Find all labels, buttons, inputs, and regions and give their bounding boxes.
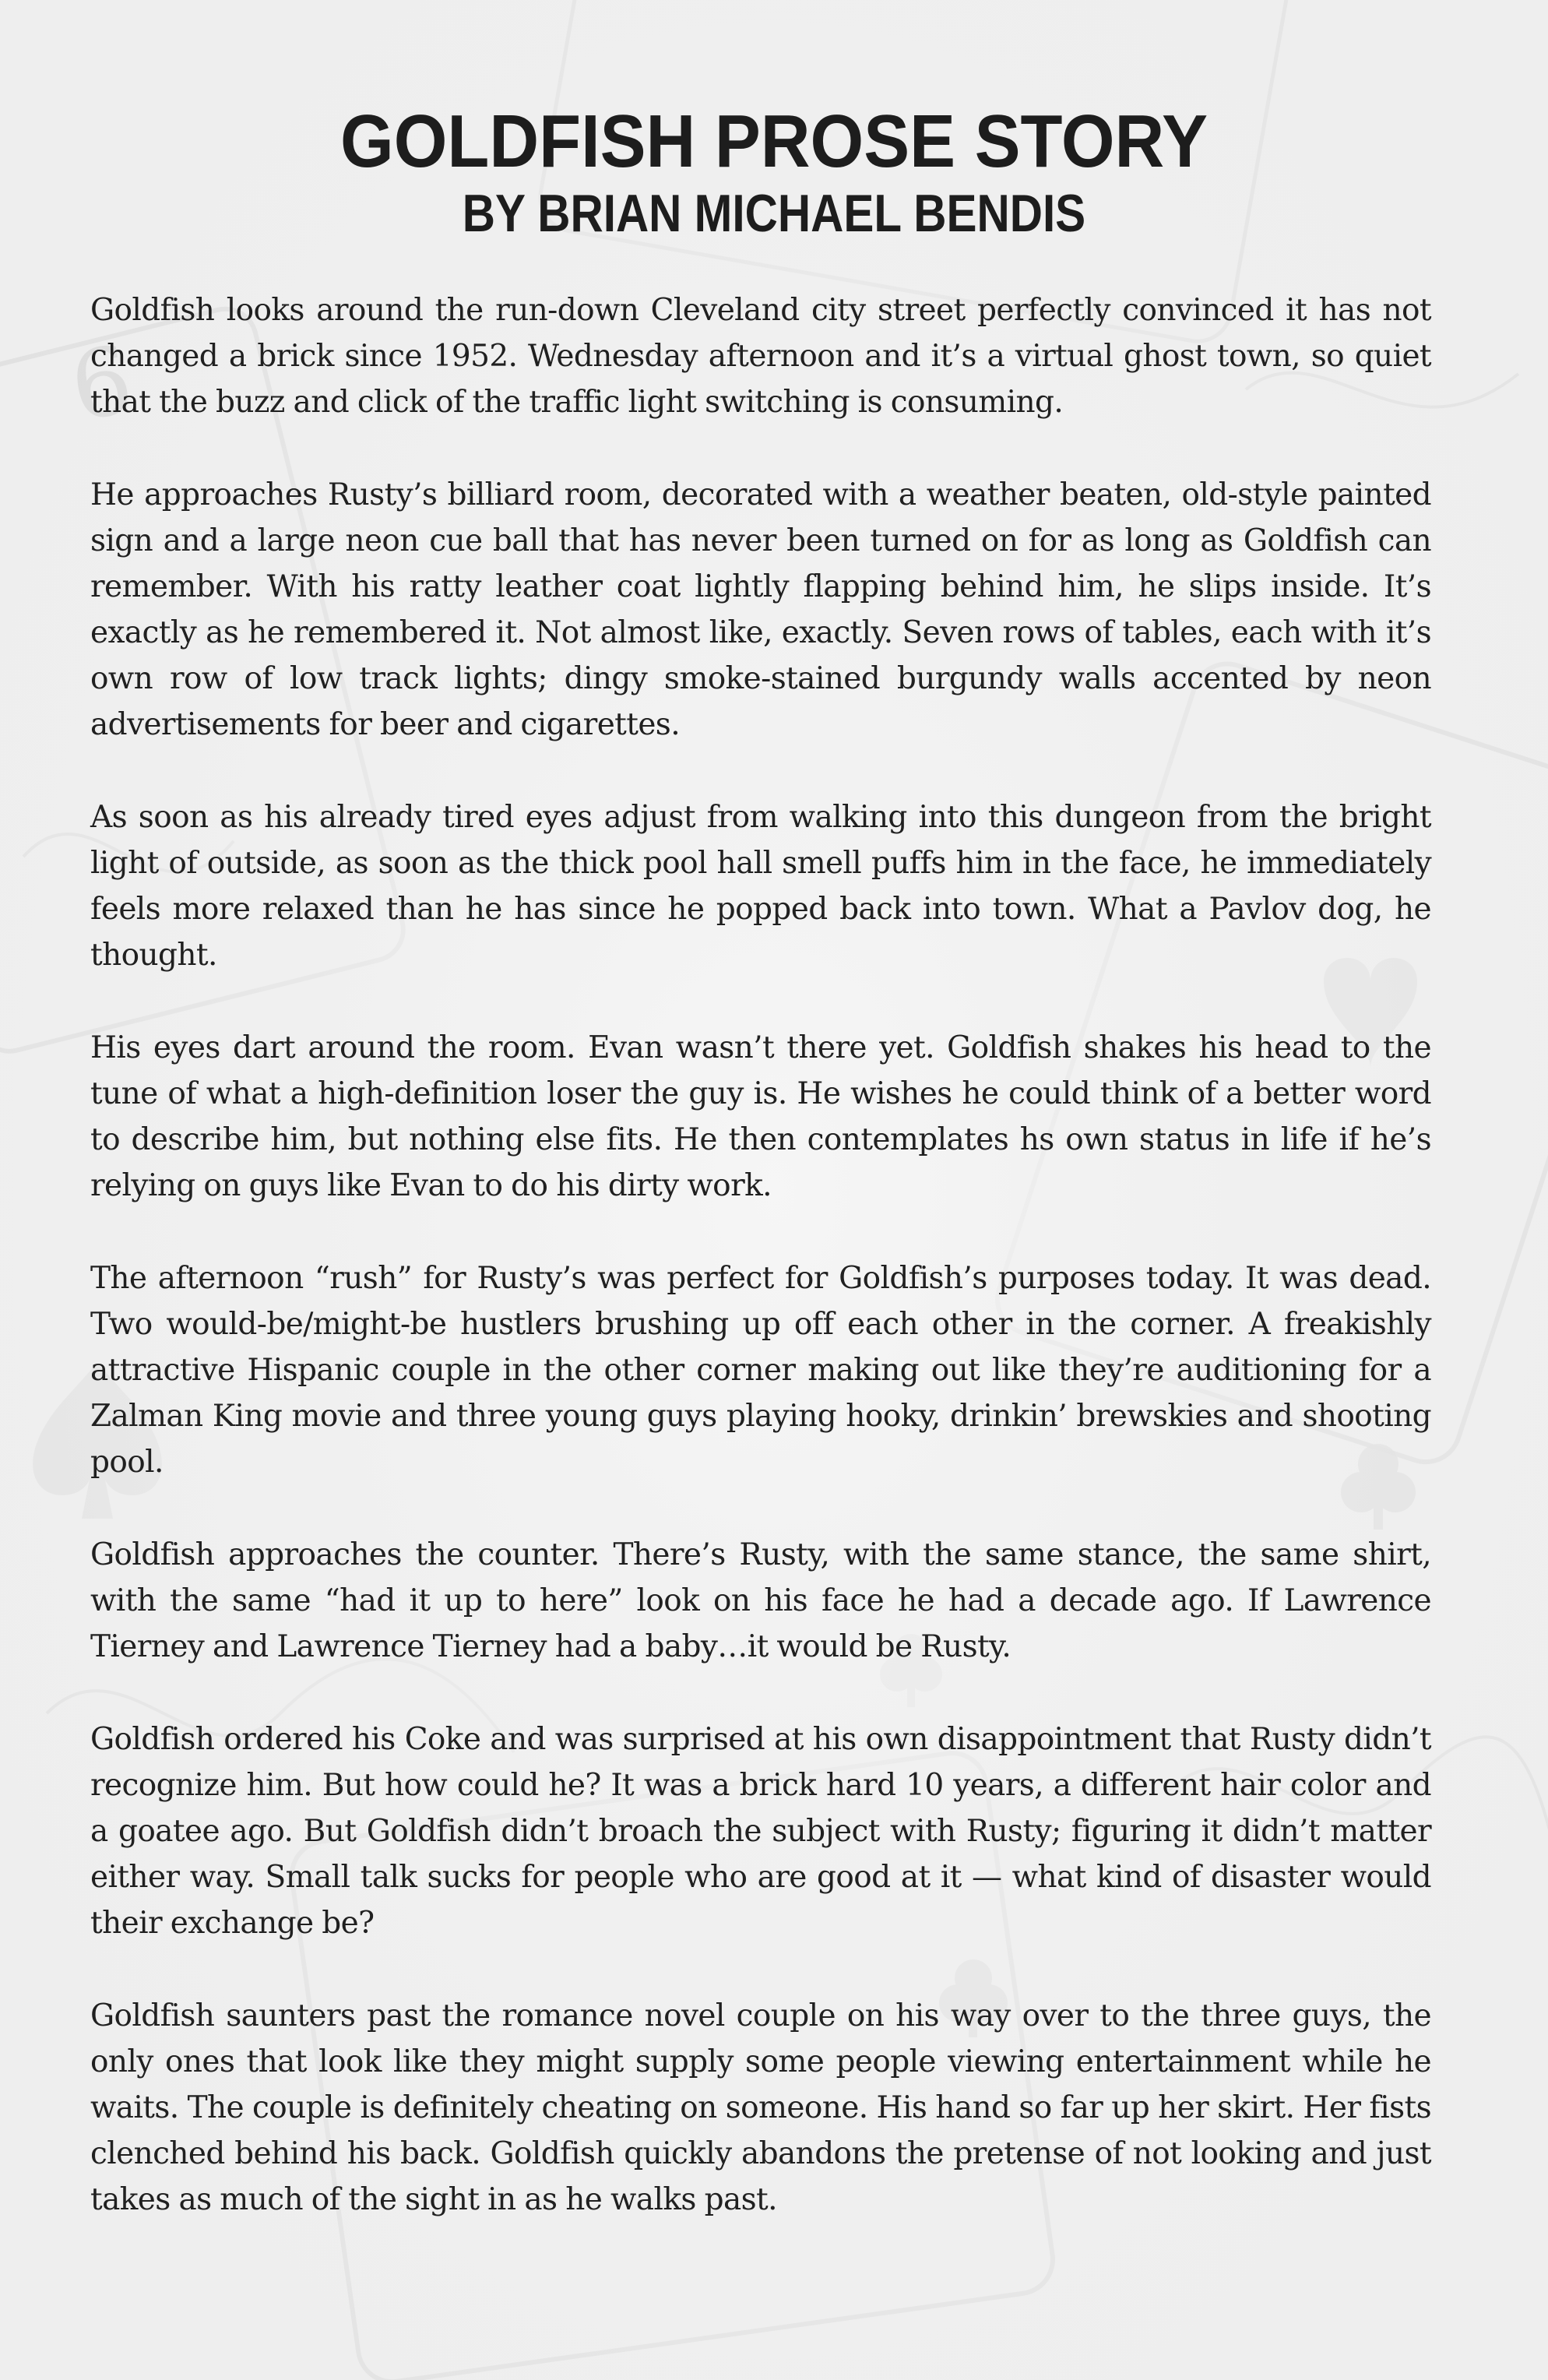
story-body	[90, 287, 1431, 2269]
story-paragraph: Goldfish looks around the run-down Cleveland city street perfectly convinced it has not changed a brick since 1952. Wednesday afternoon and it’s a virtual ghost town, so quiet that the buzz and click of the traffic light switching is consuming.	[90, 293, 1431, 420]
page-header	[0, 100, 1548, 243]
story-title: GOLDFISH PROSE STORY	[340, 100, 1208, 183]
story-byline: BY BRIAN MICHAEL BENDIS	[462, 184, 1086, 243]
story-paragraph: Goldfish approaches the counter. There’s Rusty, with the same stance, the same shirt, with the same “had it up to here” look on his face he had a decade ago. If Lawrence Tierney and Lawrence Tierney had a baby…it would be Rusty.	[90, 1537, 1431, 1664]
story-paragraph: The afternoon “rush” for Rusty’s was perfect for Goldfish’s purposes today. It was dead. Two would-be/might-be hustlers brushing up off each other in the corner. A freakishly attractive Hispanic couple in the other corner making out like they’re auditioning for a Zalman King movie and three young guys playing hooky, drinkin’ brewskies and shooting pool.	[90, 1261, 1431, 1480]
story-paragraph: Goldfish saunters past the romance novel couple on his way over to the three guys, the only ones that look like they might supply some people viewing entertainment while he waits. The couple is definitely cheating on someone. His hand so far up her skirt. Her fists clenched behind his back. Goldfish quickly abandons the pretense of not looking and just takes as much of the sight in as he walks past.	[90, 1998, 1431, 2217]
story-paragraph: Goldfish ordered his Coke and was surprised at his own disappointment that Rusty didn’t recognize him. But how could he? It was a brick hard 10 years, a different hair color and a goatee ago. But Goldfish didn’t broach the subject with Rusty; figuring it didn’t matter either way. Small talk sucks for people who are good at it — what kind of disaster would their exchange be?	[90, 1722, 1431, 1941]
story-paragraph: As soon as his already tired eyes adjust from walking into this dungeon from the bright light of outside, as soon as the thick pool hall smell puffs him in the face, he immediately feels more relaxed than he has since he popped back into town. What a Pavlov dog, he thought.	[90, 800, 1431, 973]
story-paragraph: His eyes dart around the room. Evan wasn’t there yet. Goldfish shakes his head to the tune of what a high-definition loser the guy is. He wishes he could think of a better word to describe him, but nothing else fits. He then contemplates hs own status in life if he’s relying on guys like Evan to do his dirty work.	[90, 1030, 1431, 1203]
story-paragraph: He approaches Rusty’s billiard room, decorated with a weather beaten, old-style painted sign and a large neon cue ball that has never been turned on for as long as Goldfish can remember. With his ratty leather coat lightly flapping behind him, he slips inside. It’s exactly as he remembered it. Not almost like, exactly. Seven rows of tables, each with it’s own row of low track lights; dingy smoke-stained burgundy walls accented by neon advertisements for beer and cigarettes.	[90, 477, 1431, 742]
